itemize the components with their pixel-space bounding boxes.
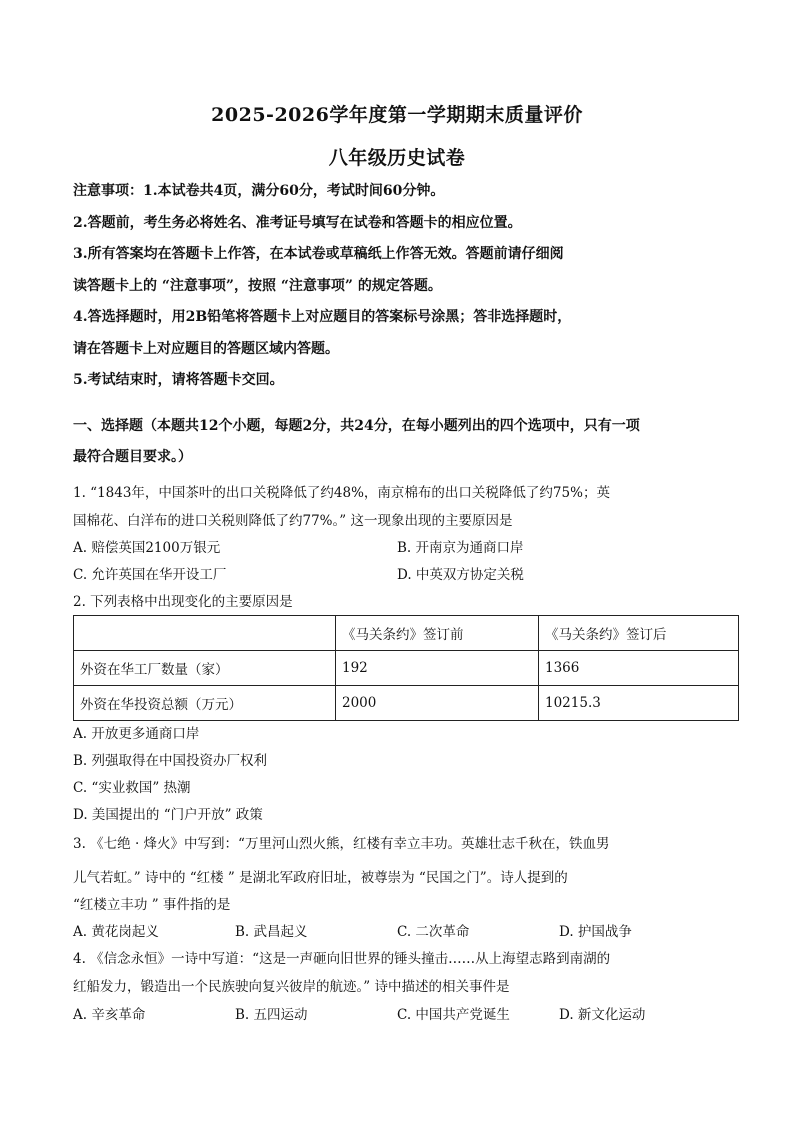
exam-subtitle: 八年级历史试卷 — [328, 147, 466, 169]
q2-option-b: B. 列强取得在中国投资办厂权利 — [73, 753, 268, 769]
note-line-4: 读答题卡上的 “注意事项”，按照 “注意事项” 的规定答题。 — [73, 278, 442, 294]
q4-option-a: A. 辛亥革命 — [73, 1007, 146, 1023]
q3-option-c: C. 二次革命 — [397, 924, 470, 940]
q1-option-d: D. 中英双方协定关税 — [397, 567, 524, 583]
note-line-2: 2.答题前，考生务必将姓名、准考证号填写在试卷和答题卡的相应位置。 — [73, 215, 522, 231]
section-heading-cont: 最符合题目要求。） — [73, 449, 192, 465]
q1-stem-line-2: 国棉花、白洋布的进口关税则降低了约77%。” 这一现象出现的主要原因是 — [73, 513, 513, 529]
q4-stem-line-1: 4. 《信念永恒》一诗中写道：“这是一声砸向旧世界的锤头撞击……从上海望志路到南湖的 — [73, 951, 611, 967]
table-row — [74, 651, 739, 686]
q2-stem: 2. 下列表格中出现变化的主要原因是 — [73, 594, 293, 610]
q2-option-c: C. “实业救国” 热潮 — [73, 780, 191, 796]
table-cell: 192 — [336, 651, 539, 686]
table-header-cell: 《马关条约》签订后 — [539, 616, 739, 651]
q2-option-d: D. 美国提出的 “门户开放” 政策 — [73, 807, 263, 823]
q1-option-c: C. 允许英国在华开设工厂 — [73, 567, 227, 583]
q4-option-c: C. 中国共产党诞生 — [397, 1007, 510, 1023]
q3-stem-line-2: 儿气若虹。” 诗中的 “红楼 ” 是湖北军政府旧址，被尊崇为 “民国之门”。诗人提到的 — [73, 870, 568, 886]
table-header-cell: 《马关条约》签订前 — [336, 616, 539, 651]
note-line-6: 请在答题卡上对应题目的答题区域内答题。 — [73, 341, 339, 357]
q1-stem-line-1: 1. “1843年，中国茶叶的出口关税降低了约48%，南京棉布的出口关税降低了约75%；英 — [73, 485, 610, 501]
table-cell: 10215.3 — [539, 686, 739, 721]
table-header-cell — [74, 616, 336, 651]
table-row — [74, 686, 739, 721]
q4-stem-line-2: 红船发力，锻造出一个民族驶向复兴彼岸的航迹。” 诗中描述的相关事件是 — [73, 979, 510, 995]
section-heading: 一、选择题（本题共12个小题，每题2分，共24分，在每小题列出的四个选项中，只有一项 — [73, 418, 640, 434]
table-cell: 外资在华工厂数量（家） — [74, 651, 336, 686]
table-header-row — [74, 616, 739, 651]
table-cell: 1366 — [539, 651, 739, 686]
q4-option-d: D. 新文化运动 — [559, 1007, 646, 1023]
exam-title: 2025-2026学年度第一学期期末质量评价 — [211, 104, 583, 126]
q3-option-a: A. 黄花岗起义 — [73, 924, 159, 940]
note-line-5: 4.答选择题时，用2B铅笔将答题卡上对应题目的答案标号涂黑；答非选择题时， — [73, 309, 572, 325]
q1-option-a: A. 赔偿英国2100万银元 — [73, 540, 221, 556]
note-line-7: 5.考试结束时，请将答题卡交回。 — [73, 372, 284, 388]
q3-option-d: D. 护国战争 — [559, 924, 632, 940]
q1-option-b: B. 开南京为通商口岸 — [397, 540, 524, 556]
note-line-1: 注意事项：1.本试卷共4页，满分60分，考试时间60分钟。 — [73, 183, 445, 199]
q2-table — [73, 615, 739, 721]
table-cell: 外资在华投资总额（万元） — [74, 686, 336, 721]
q2-option-a: A. 开放更多通商口岸 — [73, 726, 200, 742]
q3-stem-line-3: “红楼立丰功 ” 事件指的是 — [73, 897, 231, 913]
table-cell: 2000 — [336, 686, 539, 721]
note-line-3: 3.所有答案均在答题卡上作答，在本试卷或草稿纸上作答无效。答题前请仔细阅 — [73, 246, 564, 262]
q4-option-b: B. 五四运动 — [235, 1007, 308, 1023]
q3-option-b: B. 武昌起义 — [235, 924, 308, 940]
q3-stem-line-1: 3. 《七绝 · 烽火》中写到：“万里河山烈火熊，红楼有幸立丰功。英雄壮志千秋在，铁血男 — [73, 836, 610, 852]
